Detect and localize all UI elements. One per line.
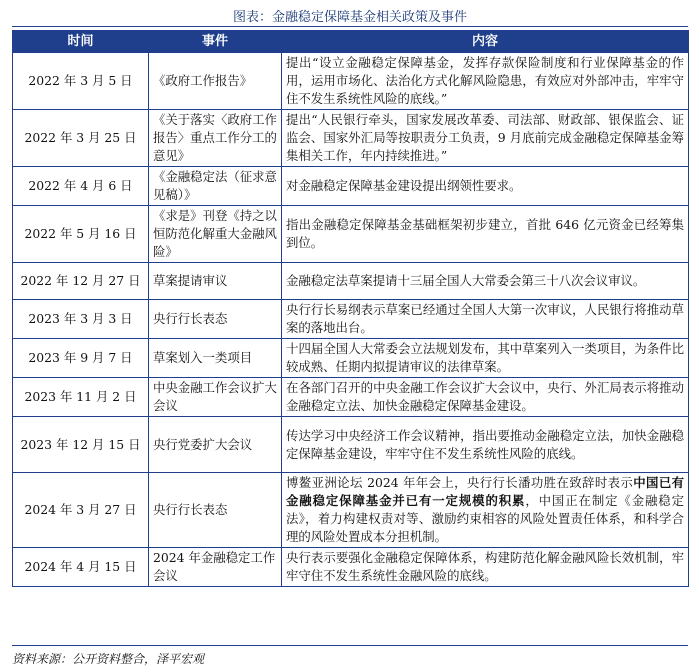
cell-time: 2022 年 3 月 25 日 [13, 110, 149, 167]
header-time: 时间 [13, 31, 149, 53]
cell-time: 2023 年 11 月 2 日 [13, 378, 149, 417]
cell-event: 草案提请审议 [149, 263, 282, 300]
content-text: 金融稳定法草案提请十三届全国人大常委会第三十八次会议审议。 [286, 273, 646, 288]
cell-content [282, 110, 689, 167]
cell-content [282, 300, 689, 339]
content-text: 在各部门召开的中央金融工作会议扩大会议中，央行、外汇局表示将推动金融稳定立法、加快金融稳定保障基金建设。 [286, 380, 684, 413]
cell-time: 2023 年 9 月 7 日 [13, 339, 149, 378]
table-header-row [13, 31, 689, 53]
table-row [13, 110, 689, 167]
content-text: 博鳌亚洲论坛 2024 年年会上，央行行长潘功胜在致辞时表示 [286, 475, 634, 490]
content-text: ，中国正在制定《金融稳定法》，着力构建权责对等、激励约束相容的风险处置责任体系，和科学合理的风险处置成本分担机制。 [286, 493, 684, 544]
content-text: 对金融稳定保障基金建设提出纲领性要求。 [286, 178, 522, 193]
cell-event: 央行党委扩大会议 [149, 417, 282, 473]
cell-event: 草案划入一类项目 [149, 339, 282, 378]
cell-event: 央行行长表态 [149, 300, 282, 339]
content-text: 央行行长易纲表示草案已经通过全国人大第一次审议，人民银行将推动草案的落地出台。 [286, 302, 684, 335]
cell-content [282, 339, 689, 378]
table-row [13, 53, 689, 110]
content-highlight: 中国已有金融稳定保障基金并已有一定规模的积累 [286, 475, 685, 508]
content-text: 传达学习中央经济工作会议精神，指出要推动金融稳定立法，加快金融稳定保障基金建设，牢牢守住不发生系统性风险的底线。 [286, 427, 684, 461]
cell-content [282, 263, 689, 300]
cell-time: 2022 年 4 月 6 日 [13, 167, 149, 206]
cell-time: 2023 年 3 月 3 日 [13, 300, 149, 339]
header-event: 事件 [149, 31, 282, 53]
cell-content [282, 167, 689, 206]
table-row [13, 417, 689, 473]
top-rule [12, 26, 688, 27]
cell-time: 2024 年 3 月 27 日 [13, 473, 149, 548]
cell-time: 2023 年 12 月 15 日 [13, 417, 149, 473]
table-row [13, 339, 689, 378]
table-body [13, 53, 689, 587]
source-note: 资料来源：公开资料整合，泽平宏观 [12, 652, 205, 666]
cell-content [282, 473, 689, 548]
cell-time: 2022 年 5 月 16 日 [13, 206, 149, 263]
table-row [13, 378, 689, 417]
table-row [13, 206, 689, 263]
policy-events-table [12, 30, 689, 587]
table-row [13, 263, 689, 300]
cell-content [282, 378, 689, 417]
cell-event: 《关于落实〈政府工作报告〉重点工作分工的意见》 [149, 110, 282, 167]
figure-title: 图表：金融稳定保障基金相关政策及事件 [232, 10, 467, 25]
cell-content [282, 417, 689, 473]
table-row [13, 300, 689, 339]
content-text: 指出金融稳定保障基金基础框架初步建立，首批 646 亿元资金已经筹集到位。 [286, 217, 684, 250]
content-text: 提出“设立金融稳定保障基金，发挥存款保险制度和行业保障基金的作用，运用市场化、法治化方式化解风险隐患，有效应对外部冲击，牢牢守住不发生系统性风险的底线。” [286, 55, 684, 106]
cell-event: 《求是》刊登《持之以恒防范化解重大金融风险》 [149, 206, 282, 263]
cell-content [282, 53, 689, 110]
content-text: 十四届全国人大常委会立法规划发布，其中草案列入一类项目，为条件比较成熟、任期内拟提请审议的法律草案。 [286, 341, 684, 374]
cell-event: 2024 年金融稳定工作会议 [149, 548, 282, 587]
cell-event: 央行行长表态 [149, 473, 282, 548]
table-row [13, 167, 689, 206]
content-text: 提出“人民银行牵头，国家发展改革委、司法部、财政部、银保监会、证监会、国家外汇局等按职责分工负责，9 月底前完成金融稳定保障基金筹集相关工作，年内持续推进。” [286, 112, 684, 163]
cell-time: 2022 年 12 月 27 日 [13, 263, 149, 300]
header-content: 内容 [282, 31, 689, 53]
table-row [13, 548, 689, 587]
cell-content [282, 548, 689, 587]
table-row [13, 473, 689, 548]
cell-time: 2024 年 4 月 15 日 [13, 548, 149, 587]
cell-event: 《政府工作报告》 [149, 53, 282, 110]
cell-event: 中央金融工作会议扩大会议 [149, 378, 282, 417]
cell-content [282, 206, 689, 263]
bottom-rule [12, 645, 688, 646]
cell-event: 《金融稳定法（征求意见稿）》 [149, 167, 282, 206]
content-text: 央行表示要强化金融稳定保障体系，构建防范化解金融风险长效机制，牢牢守住不发生系统性金融风险的底线。 [286, 550, 684, 583]
cell-time: 2022 年 3 月 5 日 [13, 53, 149, 110]
